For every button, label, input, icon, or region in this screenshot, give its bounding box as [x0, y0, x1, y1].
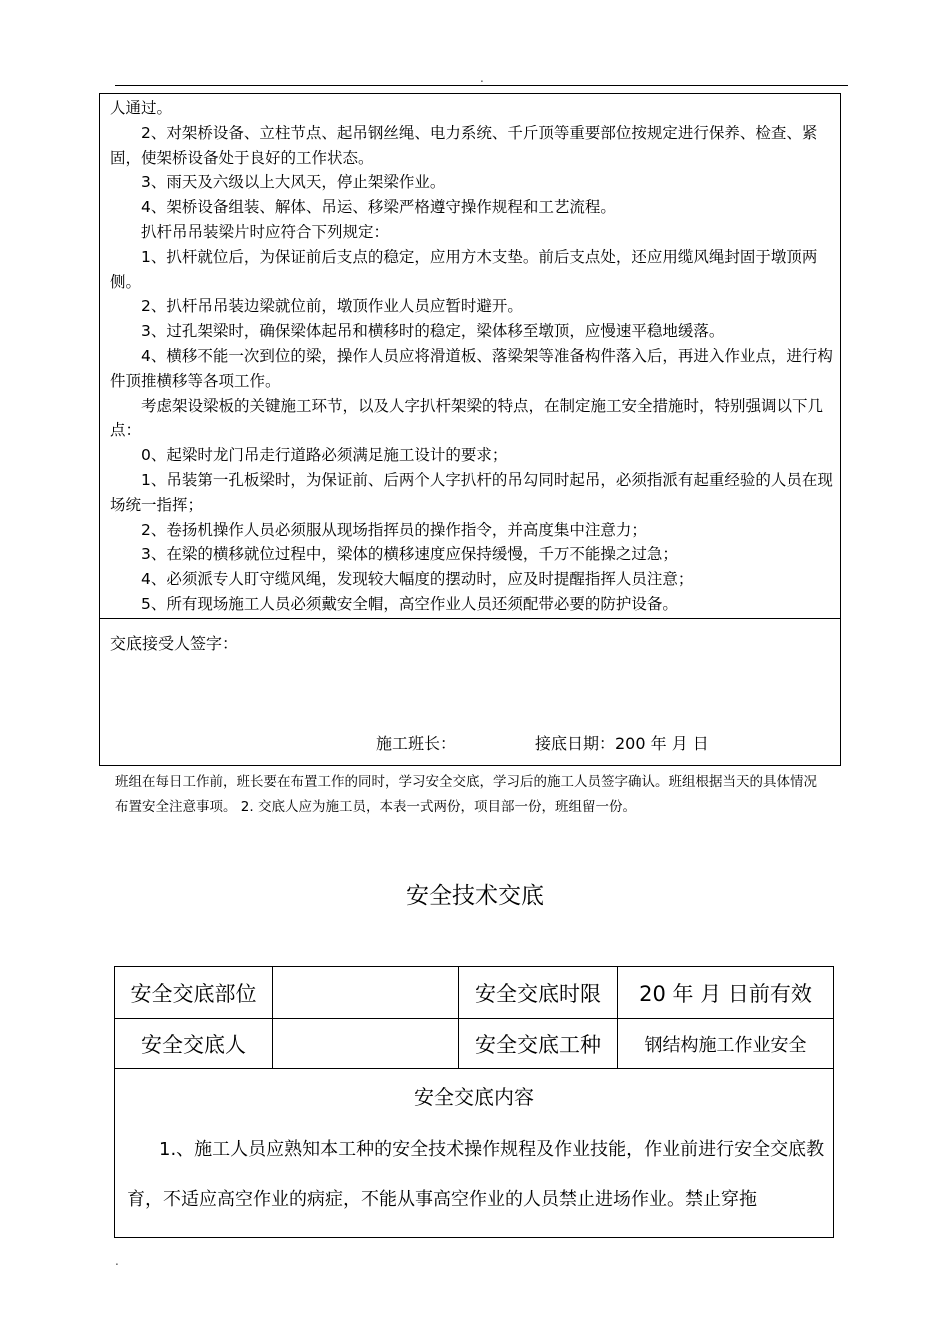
- period-label: 安全交底时限: [475, 981, 601, 1006]
- person-label: 安全交底人: [141, 1032, 246, 1057]
- receiver-signature-label: 交底接受人签字：: [110, 634, 239, 653]
- disclosure-text: [110, 96, 834, 617]
- disclosure-paragraph: 3、在梁的横移就位过程中，梁体的横移速度应保持缓慢，千万不能操之过急；: [141, 545, 678, 564]
- disclosure-paragraph: 1、吊装第一孔板梁时，为保证前、后两个人字扒杆的吊勾同时起吊，必须指派有起重经验的人员在现场统一指挥；: [110, 470, 833, 514]
- header-dot: .: [480, 71, 484, 85]
- box-divider: [100, 618, 840, 619]
- disclosure-paragraph: 4、必须派专人盯守缆风绳，发现较大幅度的摆动时，应及时提醒指挥人员注意；: [141, 570, 694, 589]
- period-value: 20 年 月 日前有效: [639, 981, 812, 1006]
- disclosure-paragraph: 4、横移不能一次到位的梁，操作人员应将滑道板、落梁架等准备构件落入后，再进入作业点，进行构件顶推横移等各项工作。: [110, 346, 833, 390]
- note-line-1: 班组在每日工作前，班长要在布置工作的同时，学习安全交底，学习后的施工人员签字确认。班组根据当天的具体情况: [115, 774, 817, 790]
- person-value: [273, 1019, 458, 1068]
- disclosure-paragraph: 2、对架桥设备、立柱节点、起吊钢丝绳、电力系统、千斤顶等重要部位按规定进行保养、检查、紧固，使架桥设备处于良好的工作状态。: [110, 123, 818, 167]
- table-hline-2: [115, 1068, 833, 1069]
- disclosure-paragraph: 0、起梁时龙门吊走行道路必须满足施工设计的要求；: [141, 446, 508, 465]
- instruction-note: [115, 770, 855, 820]
- safety-disclosure-table: [114, 966, 834, 1238]
- disclosure-paragraph: 考虑架设梁板的关键施工环节，以及人字扒杆架梁的特点，在制定施工安全措施时，特别强调以下几点：: [110, 396, 824, 440]
- disclosure-paragraph: 人通过。: [110, 99, 173, 117]
- disclosure-paragraph: 4、架桥设备组装、解体、吊运、移梁严格遵守操作规程和工艺流程。: [141, 198, 616, 217]
- disclosure-continuation-box: [99, 93, 841, 766]
- disclosure-paragraph: 扒杆吊吊装梁片时应符合下列规定：: [141, 222, 390, 241]
- disclosure-paragraph: 2、卷扬机操作人员必须服从现场指挥员的操作指令，并高度集中注意力；: [141, 520, 647, 539]
- footer-dot: .: [115, 1254, 119, 1268]
- disclosure-paragraph: 3、过孔架梁时，确保梁体起吊和横移时的稳定，梁体移至墩顶，应慢速平稳地缓落。: [141, 322, 725, 341]
- content-paragraph: 1.、施工人员应熟知本工种的安全技术操作规程及作业技能，作业前进行安全交底教育，不适应高空作业的病症，不能从事高空作业的人员禁止进场作业。禁止穿拖: [127, 1139, 825, 1210]
- disclosure-paragraph: 1、扒杆就位后，为保证前后支点的稳定，应用方木支垫。前后支点处，还应用缆风绳封固于墩顶两侧。: [110, 247, 818, 291]
- team-leader-label: 施工班长：: [376, 734, 457, 753]
- disclosure-paragraph: 5、所有现场施工人员必须戴安全帽，高空作业人员还须配带必要的防护设备。: [141, 594, 678, 613]
- disclosure-paragraph: 2、扒杆吊吊装边梁就位前，墩顶作业人员应暂时避开。: [141, 297, 523, 316]
- trade-value: 钢结构施工作业安全: [644, 1034, 807, 1056]
- content-title: 安全交底内容: [414, 1085, 534, 1109]
- note-line-2: 布置安全注意事项。 2. 交底人应为施工员，本表一式两份，项目部一份，班组留一份。: [115, 799, 636, 815]
- header-rule: [115, 85, 848, 86]
- receive-date-label: 接底日期：200 年 月 日: [535, 734, 709, 753]
- document-title: 安全技术交底: [406, 883, 544, 909]
- disclosure-paragraph: 3、雨天及六级以上大风天，停止架梁作业。: [141, 173, 446, 192]
- content-body: [127, 1125, 827, 1225]
- trade-label: 安全交底工种: [475, 1032, 601, 1057]
- part-label: 安全交底部位: [130, 981, 257, 1006]
- part-value: [273, 967, 458, 1018]
